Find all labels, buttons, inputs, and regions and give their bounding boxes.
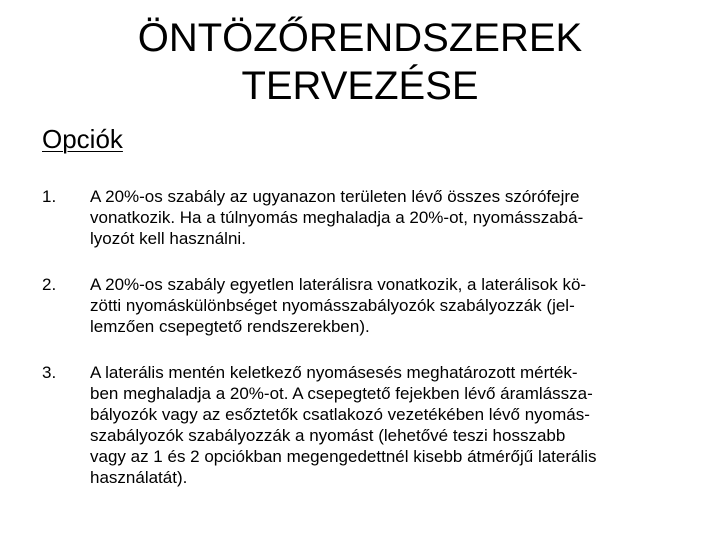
slide-title-line-1: ÖNTÖZŐRENDSZEREK <box>137 16 583 60</box>
option-item-2 <box>42 274 694 337</box>
section-heading-options: Opciók <box>42 124 123 154</box>
slide-title-line-2: TERVEZÉSE <box>241 64 479 108</box>
option-number: 3. <box>42 363 57 382</box>
option-text: A 20%-os szabály egyetlen laterálisra vonatkozik, a laterálisok kö- zötti nyomáskülönbséget nyomásszabályozók szabályozzák (jel- lemzően csepegtető rendszerekben). <box>90 275 587 336</box>
option-item-1 <box>42 186 694 249</box>
option-text: A laterális mentén keletkező nyomásesés meghatározott mérték- ben meghaladja a 20%-ot. A csepegtető fejekben lévő áramlássza- bályozók vagy az esőztetők csatlakozó vezetékében lévő nyomás- szabályozók szabályozzák a nyomást (lehetővé teszi hosszabb vagy az 1 és 2 opciókban megengedettnél kisebb átmérőjű laterális használatát). <box>90 363 597 487</box>
options-list <box>42 186 694 513</box>
slide-title <box>0 14 720 110</box>
option-text: A 20%-os szabály az ugyanazon területen lévő összes szórófejre vonatkozik. Ha a túlnyomás meghaladja a 20%-ot, nyomásszabá- lyozót kell használni. <box>90 187 584 248</box>
option-number: 2. <box>42 275 57 294</box>
option-item-3 <box>42 362 694 488</box>
option-number: 1. <box>42 187 57 206</box>
